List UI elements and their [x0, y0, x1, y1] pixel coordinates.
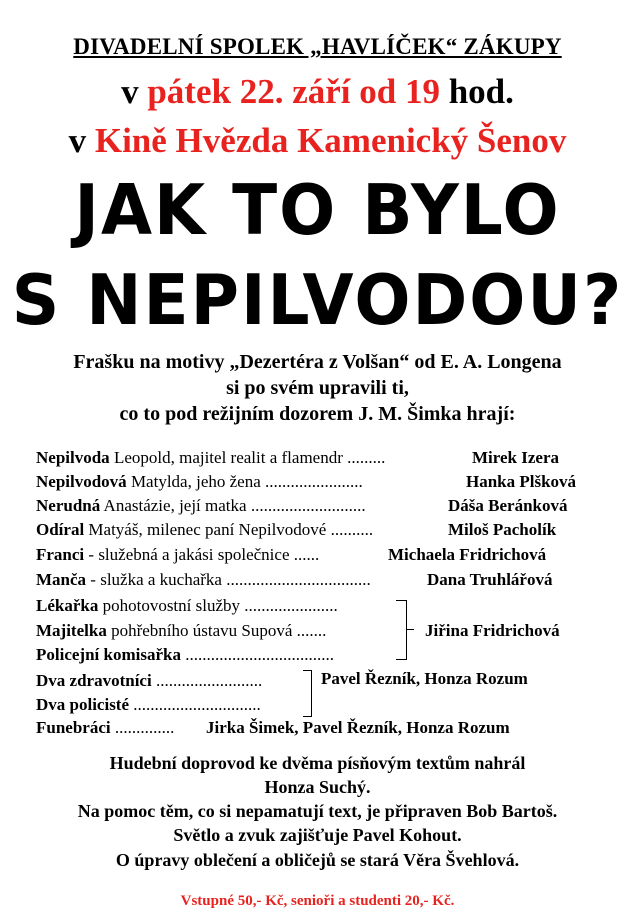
- group-member: Policejní komisařka ...................................: [36, 645, 334, 664]
- credits-line1: Hudební doprovod ke dvěma písňovým textům nahrál: [109, 753, 526, 773]
- play-title-line1: JAK TO BYLO: [74, 170, 561, 251]
- group-bracket: [303, 670, 312, 717]
- group-actor: Jiřina Fridrichová: [425, 621, 560, 640]
- cast-row: Franci - služebná a jakási společnice ......: [36, 545, 320, 564]
- credits-line2: Honza Suchý.: [264, 777, 371, 797]
- date-highlight: pátek 22. září od 19: [147, 72, 440, 111]
- play-title-line2: S NEPILVODOU?: [11, 260, 624, 341]
- cast-row: Nepilvoda Leopold, majitel realit a flamendr .........: [36, 448, 386, 467]
- cast-actor: Miloš Pacholík: [448, 520, 557, 539]
- credits-line3: Na pomoc těm, co si nepamatují text, je připraven Bob Bartoš.: [77, 801, 558, 821]
- cast-actor: Michaela Fridrichová: [388, 545, 547, 564]
- group-bracket: [396, 600, 407, 660]
- cast-row: Nerudná Anastázie, její matka ...........................: [36, 496, 366, 515]
- group-member: Dva zdravotníci .........................: [36, 671, 263, 690]
- group-bracket-tip: [406, 629, 414, 630]
- venue-highlight: Kině Hvězda Kamenický Šenov: [94, 121, 567, 160]
- cast-actor: Dana Truhlářová: [427, 570, 553, 589]
- venue-line: v Kině Hvězda Kamenický Šenov: [68, 121, 567, 160]
- cast-row: Odíral Matyáš, milenec paní Nepilvodové ..........: [36, 520, 374, 539]
- cast-actor: Hanka Plšková: [466, 472, 577, 491]
- cast-actor: Dáša Beránková: [448, 496, 568, 515]
- intro-line1: Frašku na motivy „Dezertéra z Volšan“ od E. A. Longena: [73, 351, 562, 373]
- date-line: v pátek 22. září od 19 hod.: [121, 72, 514, 111]
- group-member: Majitelka pohřebního ústavu Supová .......: [36, 621, 327, 640]
- cast-row: Funebráci ..............: [36, 718, 175, 737]
- company-name: DIVADELNÍ SPOLEK „HAVLÍČEK“ ZÁKUPY: [73, 34, 562, 59]
- cast-row: Manča - služka a kuchařka ..................................: [36, 570, 371, 589]
- cast-actor: Jirka Šimek, Pavel Řezník, Honza Rozum: [206, 718, 510, 737]
- credits-line4: Světlo a zvuk zajišťuje Pavel Kohout.: [173, 825, 462, 845]
- cast-row: Nepilvodová Matylda, jeho žena .......................: [36, 472, 363, 491]
- cast-actor: Mirek Izera: [472, 448, 560, 467]
- group-member: Lékařka pohotovostní služby ......................: [36, 596, 338, 615]
- group-actor: Pavel Řezník, Honza Rozum: [321, 669, 528, 688]
- intro-line3: co to pod režijním dozorem J. M. Šimka hrají:: [119, 403, 516, 425]
- group-member: Dva policisté ..............................: [36, 695, 261, 714]
- ticket-price: Vstupné 50,- Kč, senioři a studenti 20,- Kč.: [180, 893, 455, 909]
- credits-line5: O úpravy oblečení a obličejů se stará Věra Švehlová.: [115, 850, 520, 870]
- intro-line2: si po svém upravili ti,: [226, 377, 409, 399]
